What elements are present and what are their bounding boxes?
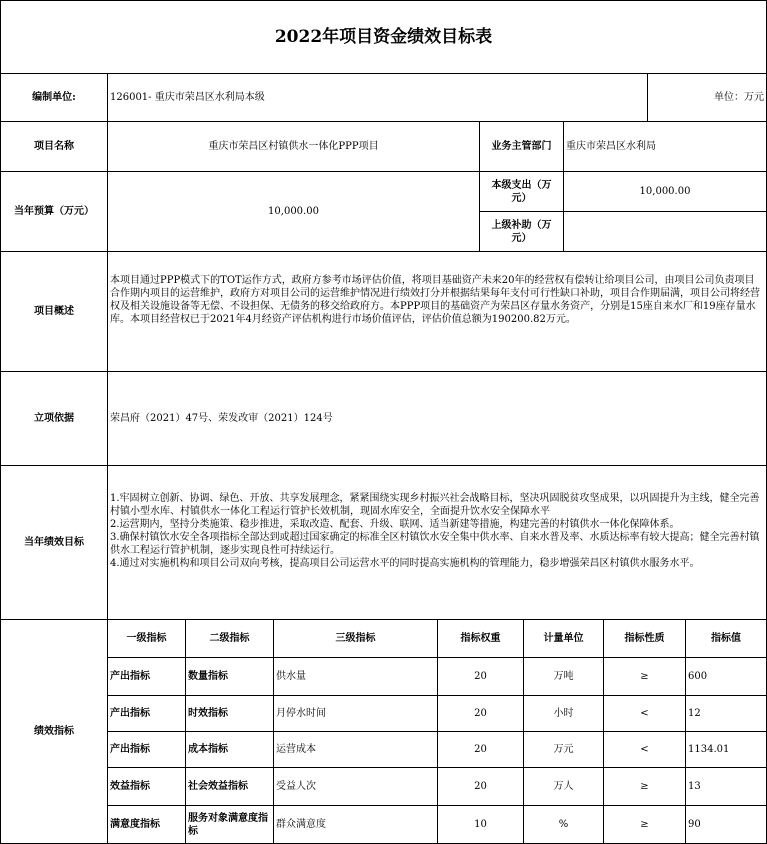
table-cell: ≥: [604, 806, 686, 844]
table-cell: 受益人次: [274, 768, 438, 806]
table-cell: 20: [438, 658, 524, 696]
dept-value: 重庆市荣昌区水利局: [564, 122, 767, 172]
org-value: 126001- 重庆市荣昌区水利局本级: [108, 74, 648, 122]
table-cell: ≥: [604, 768, 686, 806]
table-cell: 成本指标: [186, 732, 274, 768]
goal-line-2: 2.运营期内，坚持分类施策、稳步推进，采取改造、配套、升级、联网、适当新建等措施，构建完善的村镇供水一体化保障体系。: [110, 519, 680, 530]
table-cell: 满意度指标: [108, 806, 186, 844]
col-header-unit: 计量单位: [524, 620, 604, 658]
overview-label: 项目概述: [0, 252, 108, 372]
own-expense-label: 本级支出（万元）: [480, 172, 564, 212]
project-name-label: 项目名称: [0, 122, 108, 172]
table-cell: 万元: [524, 732, 604, 768]
table-cell: 1134.01: [686, 732, 767, 768]
col-header-level1: 一级指标: [108, 620, 186, 658]
table-cell: 产出指标: [108, 732, 186, 768]
table-cell: 月停水时间: [274, 696, 438, 732]
goal-line-3: 3.确保村镇饮水安全各项指标全部达到或超过国家确定的标准全区村镇饮水安全集中供水率、自来水普及率、水质达标率有较大提高；健全完善村镇供水工程运行管护机制，逐步实现良性可持续运行。: [110, 532, 760, 556]
basis-text: 荣昌府（2021）47号、荣发改审（2021）124号: [108, 372, 767, 466]
table-cell: 20: [438, 732, 524, 768]
table-cell: 产出指标: [108, 658, 186, 696]
goals-label: 当年绩效目标: [0, 466, 108, 620]
basis-label: 立项依据: [0, 372, 108, 466]
table-cell: 10: [438, 806, 524, 844]
table-cell: 600: [686, 658, 767, 696]
table-cell: 万吨: [524, 658, 604, 696]
table-cell: 服务对象满意度指标: [186, 806, 274, 844]
table-cell: 供水量: [274, 658, 438, 696]
page-title: 2022年项目资金绩效目标表: [0, 0, 767, 74]
budget-value: 10,000.00: [108, 172, 480, 252]
indicators-label: 绩效指标: [0, 620, 108, 844]
table-cell: 社会效益指标: [186, 768, 274, 806]
table-cell: %: [524, 806, 604, 844]
budget-label: 当年预算（万元）: [0, 172, 108, 252]
col-header-nature: 指标性质: [604, 620, 686, 658]
table-cell: 13: [686, 768, 767, 806]
table-cell: 时效指标: [186, 696, 274, 732]
table-cell: 数量指标: [186, 658, 274, 696]
dept-label: 业务主管部门: [480, 122, 564, 172]
unit-label: 单位：万元: [648, 74, 767, 122]
table-cell: 20: [438, 768, 524, 806]
table-cell: 万人: [524, 768, 604, 806]
table-cell: ≥: [604, 658, 686, 696]
col-header-value: 指标值: [686, 620, 767, 658]
table-cell: 12: [686, 696, 767, 732]
goals-block: [108, 466, 767, 620]
table-cell: 20: [438, 696, 524, 732]
col-header-level2: 二级指标: [186, 620, 274, 658]
table-cell: 效益指标: [108, 768, 186, 806]
goal-line-1: 1.牢固树立创新、协调、绿色、开放、共享发展理念，紧紧围绕实现乡村振兴社会战略目标，坚决巩固脱贫攻坚成果，以巩固提升为主线，健全完善村镇小型水库、村镇供水一体化工程运行管护长效机制，现固水库安全，全面提升饮水安全保障水平: [110, 493, 760, 517]
project-name-value: 重庆市荣昌区村镇供水一体化PPP项目: [108, 122, 480, 172]
table-cell: 产出指标: [108, 696, 186, 732]
col-header-weight: 指标权重: [438, 620, 524, 658]
subsidy-label: 上级补助（万元）: [480, 212, 564, 252]
table-cell: 90: [686, 806, 767, 844]
table-cell: 小时: [524, 696, 604, 732]
table-cell: <: [604, 732, 686, 768]
own-expense-value: 10,000.00: [564, 172, 767, 212]
table-cell: 群众满意度: [274, 806, 438, 844]
org-label: 编制单位:: [0, 74, 108, 122]
subsidy-value: [564, 212, 767, 252]
col-header-level3: 三级指标: [274, 620, 438, 658]
table-cell: <: [604, 696, 686, 732]
table-cell: 运营成本: [274, 732, 438, 768]
overview-text: 本项目通过PPP模式下的TOT运作方式，政府方参考市场评估价值，将项目基础资产未来20年的经营权有偿转让给项目公司，由项目公司负责项目合作期内项目的运营维护，政府方对项目公司的运营维护情况进行绩效打分并根据结果每年支付可行性缺口补助，项目合作期届满，项目公司将经营权及相关设施设备等无偿、不设担保、无债务的移交给政府方。本PPP项目的基础资产为荣昌区存量水务资产，分别是15座自来水厂和19座存量水库。本项目经营权已于2021年4月经资产评估机构进行市场价值评估，评估价值总额为190200.82万元。: [108, 252, 767, 372]
goal-line-4: 4.通过对实施机构和项目公司双向考核，提高项目公司运营水平的同时提高实施机构的管理能力，稳步增强荣昌区村镇供水服务水平。: [110, 558, 700, 569]
